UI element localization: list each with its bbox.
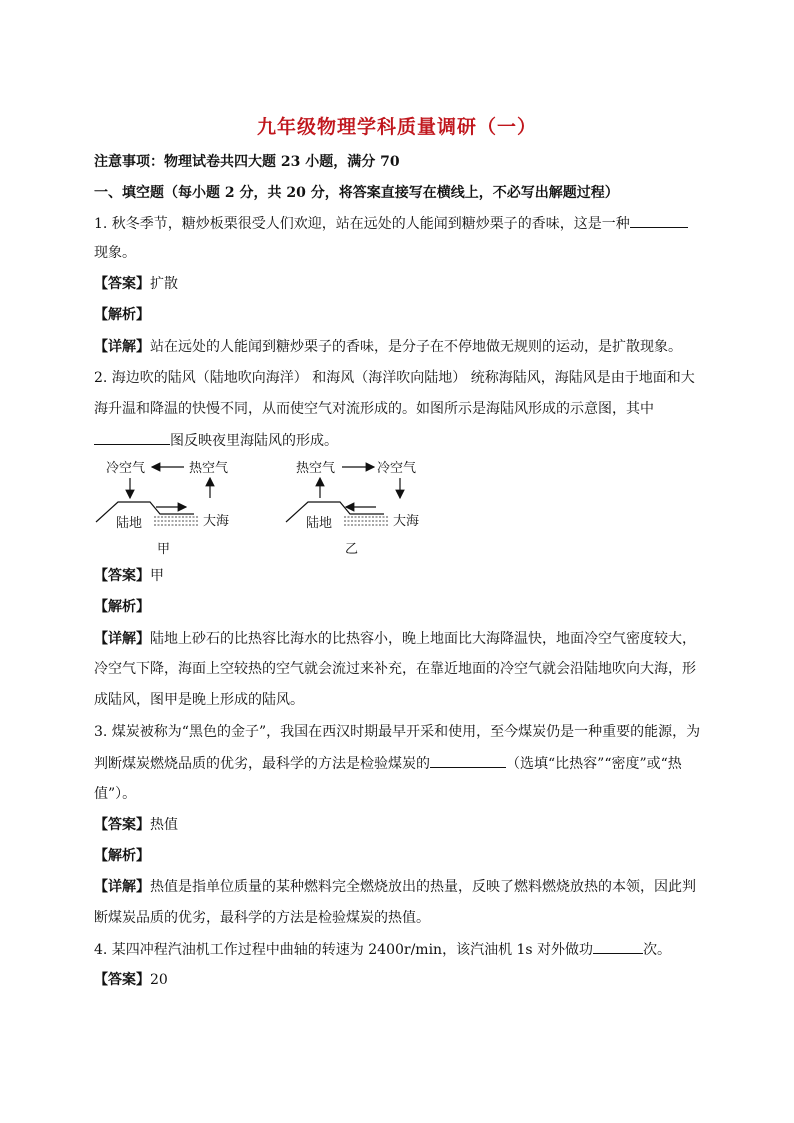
land-outline xyxy=(286,502,384,522)
answer-label: 【答案】 xyxy=(94,972,150,988)
detail-row-3-line-2: 断煤炭品质的优劣，最科学的方法是检验煤炭的热值。 xyxy=(94,910,430,926)
page-title: 九年级物理学科质量调研（一） xyxy=(256,116,537,138)
detail-label: 【详解】 xyxy=(94,339,150,355)
analysis-label: 【解析】 xyxy=(94,307,150,323)
answer-row-2 xyxy=(94,566,704,586)
detail-row-3 xyxy=(94,877,704,897)
answer-value: 甲 xyxy=(150,568,164,584)
question-3-options: （选填“比热容”“密度”或“热 xyxy=(506,756,682,772)
question-1-text: 1. 秋冬季节，糖炒板栗很受人们欢迎，站在远处的人能闻到糖炒栗子的香味，这是一种 xyxy=(94,216,630,232)
answer-label: 【答案】 xyxy=(94,568,150,584)
question-4-text: 4. 某四冲程汽油机工作过程中曲轴的转速为 2400r/min，该汽油机 1s 对外做功 xyxy=(94,942,594,958)
analysis-label: 【解析】 xyxy=(94,848,150,864)
detail-row-2 xyxy=(94,629,704,649)
hot-air-label: 热空气 xyxy=(189,461,229,476)
answer-label: 【答案】 xyxy=(94,817,150,833)
answer-value: 扩散 xyxy=(150,276,178,292)
answer-blank[interactable] xyxy=(94,430,170,445)
question-3-line-3: 值”）。 xyxy=(94,786,137,802)
question-4-text-end: 次。 xyxy=(643,942,672,958)
answer-row-1 xyxy=(94,274,704,294)
land-label: 陆地 xyxy=(306,516,333,531)
detail-row-2-line-3: 成陆风，图甲是晚上形成的陆风。 xyxy=(94,692,304,708)
answer-blank[interactable] xyxy=(630,213,688,228)
question-1-line-1 xyxy=(94,213,704,234)
detail-label: 【详解】 xyxy=(94,631,150,647)
answer-value: 20 xyxy=(150,972,168,988)
question-2-line-2: 海升温和降温的快慢不同，从而使空气对流形成的。如图所示是海陆风形成的示意图，其中 xyxy=(94,401,654,417)
sea-label: 大海 xyxy=(203,514,230,529)
answer-label: 【答案】 xyxy=(94,276,150,292)
question-2-line-1: 2. 海边吹的陆风（陆地吹向海洋） 和海风（海洋吹向陆地） 统称海陆风，海陆风是由于地面和大 xyxy=(94,370,695,386)
question-2-line-3 xyxy=(94,430,704,451)
detail-text: 热值是指单位质量的某种燃料完全燃烧放出的热量，反映了燃料燃烧放热的本领，因此判 xyxy=(150,879,696,895)
exam-notice: 注意事项：物理试卷共四大题 23 小题，满分 70 xyxy=(94,154,400,170)
answer-blank[interactable] xyxy=(593,939,643,954)
hot-air-label: 热空气 xyxy=(296,461,336,476)
question-4-line-1 xyxy=(94,939,704,960)
analysis-label: 【解析】 xyxy=(94,599,150,615)
land-outline xyxy=(96,502,194,522)
land-label: 陆地 xyxy=(116,516,143,531)
question-3-line-2 xyxy=(94,753,704,774)
cold-air-label: 冷空气 xyxy=(377,461,417,476)
detail-row-2-line-2: 冷空气下降，海面上空较热的空气就会流过来补充，在靠近地面的冷空气就会沿陆地吹向大海，形 xyxy=(94,661,696,677)
answer-value: 热值 xyxy=(150,817,178,833)
figure-yi xyxy=(286,460,419,557)
section-heading: 一、填空题（每小题 2 分，共 20 分，将答案直接写在横线上，不必写出解题过程） xyxy=(94,185,619,201)
answer-row-3 xyxy=(94,815,704,835)
detail-text: 陆地上砂石的比热容比海水的比热容小，晚上地面比大海降温快，地面冷空气密度较大， xyxy=(150,631,696,647)
sea-land-breeze-diagram xyxy=(94,454,434,559)
answer-blank[interactable] xyxy=(430,753,506,768)
detail-text: 站在远处的人能闻到糖炒栗子的香味，是分子在不停地做无规则的运动，是扩散现象。 xyxy=(150,339,682,355)
question-3-text: 判断煤炭燃烧品质的优劣，最科学的方法是检验煤炭的 xyxy=(94,756,430,772)
answer-row-4 xyxy=(94,970,704,990)
figure-jia xyxy=(96,460,229,557)
figure-caption: 乙 xyxy=(345,542,359,557)
question-2-text: 图反映夜里海陆风的形成。 xyxy=(170,433,338,449)
detail-row-1 xyxy=(94,337,704,357)
detail-label: 【详解】 xyxy=(94,879,150,895)
question-3-line-1: 3. 煤炭被称为“黑色的金子”，我国在西汉时期最早开采和使用，至今煤炭仍是一种重要的能源，为 xyxy=(94,724,701,740)
cold-air-label: 冷空气 xyxy=(106,461,146,476)
figure-caption: 甲 xyxy=(157,542,171,557)
question-1-line-2: 现象。 xyxy=(94,245,136,261)
sea-label: 大海 xyxy=(393,514,420,529)
